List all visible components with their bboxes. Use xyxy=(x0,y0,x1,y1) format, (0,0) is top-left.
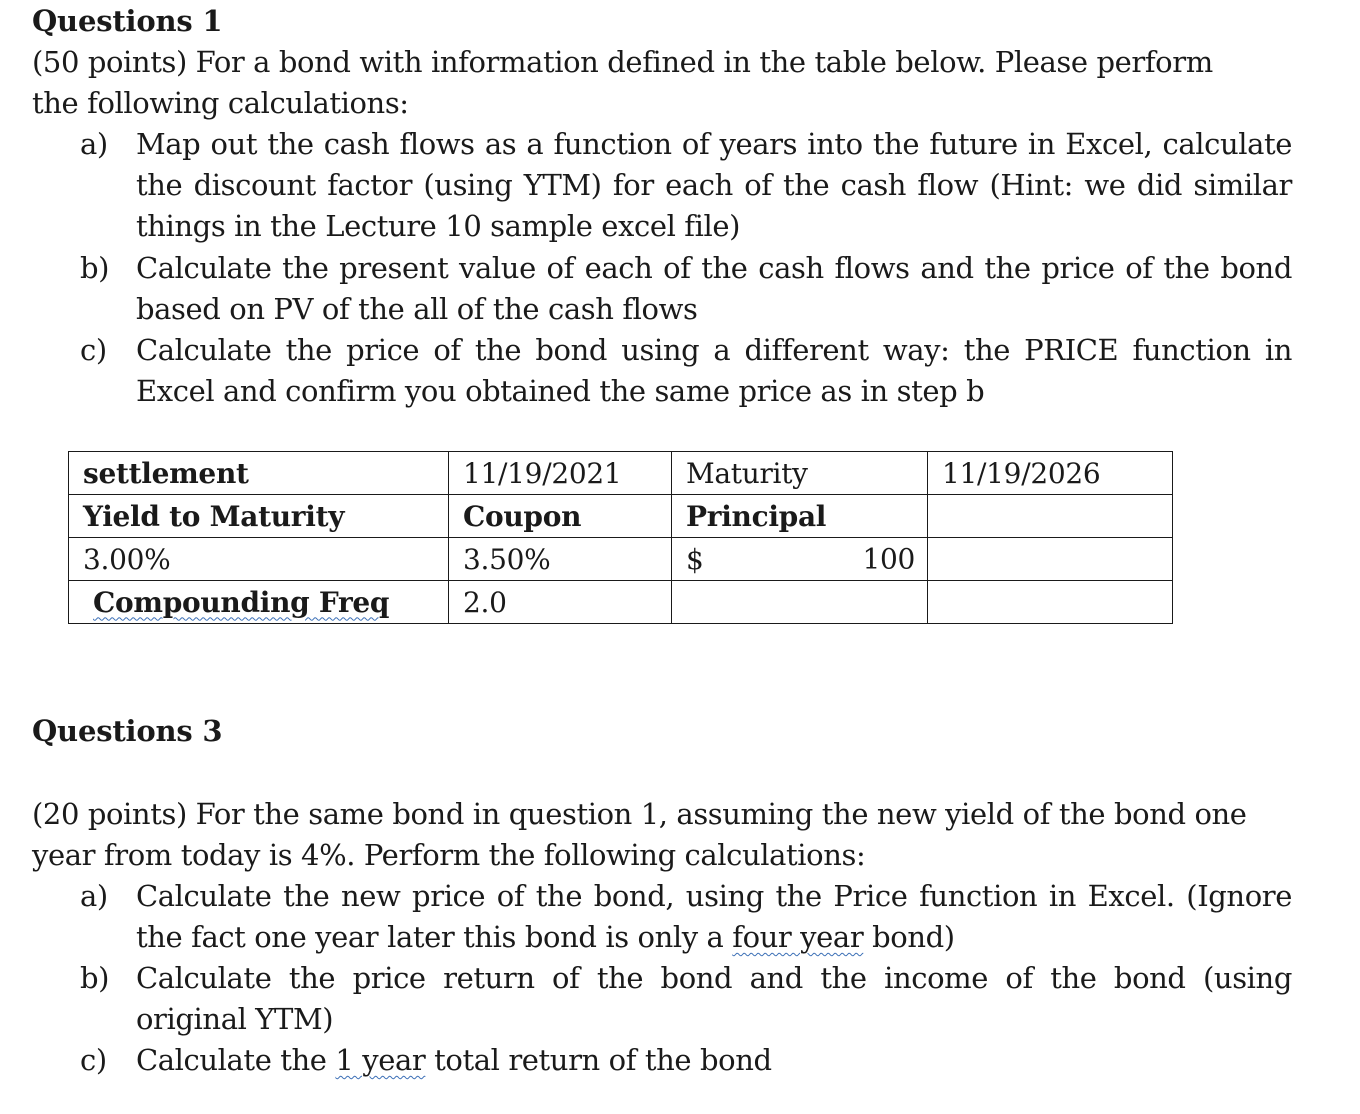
table-cell: Yield to Maturity xyxy=(69,495,449,538)
item-line xyxy=(136,1040,1292,1081)
item-line: Calculate the price of the bond using a different way: the PRICE function in xyxy=(136,333,1292,367)
table-cell xyxy=(672,581,928,624)
item-line-text: Calculate the xyxy=(136,1043,336,1077)
item-marker: c) xyxy=(80,333,107,367)
item-marker: c) xyxy=(80,1043,107,1077)
question-1-intro-line: the following calculations: xyxy=(32,86,409,120)
grammar-underline-text: four year xyxy=(732,920,864,954)
item-line: things in the Lecture 10 sample excel file) xyxy=(136,209,741,243)
table-cell xyxy=(928,581,1173,624)
question-1-item-b xyxy=(80,248,1292,330)
currency-amount: 100 xyxy=(862,542,915,576)
table-cell: Principal xyxy=(672,495,928,538)
table-cell: 3.00% xyxy=(69,538,449,581)
item-line-text: the fact one year later this bond is only a xyxy=(136,920,733,954)
table-cell: Coupon xyxy=(449,495,672,538)
item-line: Excel and confirm you obtained the same price as in step b xyxy=(136,374,985,408)
question-1-intro-line: (50 points) For a bond with information defined in the table below. Please perform xyxy=(32,45,1213,79)
question-1-item-a xyxy=(80,124,1292,247)
item-line xyxy=(136,917,1292,958)
table-cell-text: Compounding Freq xyxy=(93,585,390,619)
question-3-intro xyxy=(32,794,1292,876)
currency-symbol: $ xyxy=(686,542,704,576)
question-3-item-b xyxy=(80,958,1292,1040)
table-cell-currency xyxy=(672,538,928,581)
question-1-item-c xyxy=(80,330,1292,412)
table-row xyxy=(69,538,1173,581)
item-line-text: total return of the bond xyxy=(425,1043,772,1077)
question-3-item-c xyxy=(80,1040,1292,1081)
item-line: Calculate the present value of each of the cash flows and the price of the bond xyxy=(136,251,1292,285)
table-cell: 11/19/2021 xyxy=(449,452,672,495)
item-line-text: bond) xyxy=(863,920,955,954)
table-row xyxy=(69,452,1173,495)
question-3-intro-line: year from today is 4%. Perform the following calculations: xyxy=(32,838,866,872)
question-1-intro xyxy=(32,42,1292,124)
item-marker: b) xyxy=(80,251,110,285)
item-line: the discount factor (using YTM) for each of the cash flow (Hint: we did similar xyxy=(136,168,1292,202)
item-line: Calculate the new price of the bond, using the Price function in Excel. (Ignore xyxy=(136,879,1292,913)
item-marker: b) xyxy=(80,961,110,995)
question-3-heading: Questions 3 xyxy=(32,714,223,748)
item-marker: a) xyxy=(80,127,108,161)
question-3-intro-line: (20 points) For the same bond in question 1, assuming the new yield of the bond one xyxy=(32,797,1247,831)
bond-info-table xyxy=(68,451,1173,624)
table-cell: settlement xyxy=(69,452,449,495)
item-line: based on PV of the all of the cash flows xyxy=(136,292,698,326)
item-line: original YTM) xyxy=(136,1002,334,1036)
table-cell: 2.0 xyxy=(449,581,672,624)
table-cell xyxy=(69,581,449,624)
table-cell xyxy=(928,538,1173,581)
item-line: Calculate the price return of the bond and the income of the bond (using xyxy=(136,961,1292,995)
question-3-item-a xyxy=(80,876,1292,958)
table-cell: 3.50% xyxy=(449,538,672,581)
table-cell: Maturity xyxy=(672,452,928,495)
table-row xyxy=(69,495,1173,538)
table-cell xyxy=(928,495,1173,538)
table-cell: 11/19/2026 xyxy=(928,452,1173,495)
question-1-heading: Questions 1 xyxy=(32,4,223,38)
table-row xyxy=(69,581,1173,624)
item-marker: a) xyxy=(80,879,108,913)
item-line: Map out the cash flows as a function of years into the future in Excel, calculate xyxy=(136,127,1292,161)
grammar-underline-text: 1 year xyxy=(335,1043,426,1077)
